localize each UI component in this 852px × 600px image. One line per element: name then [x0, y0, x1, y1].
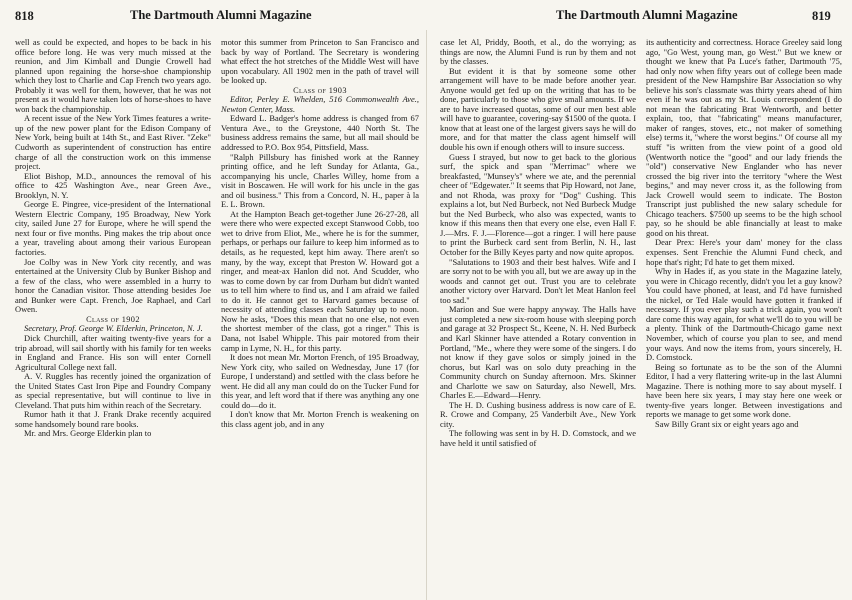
paragraph: motor this summer from Princeton to San Francisco and back by way of Portland. The Secretary is wondering what effect the hot stretches of the Middle West will have upon vocabulary. All 1902 men in the path of travel will be looked up. — [221, 38, 419, 86]
class-heading: Class of 1902 — [86, 314, 140, 324]
paragraph: But evident it is that by someone some other arrangement will have to be made before another year. Anyone would get fed up on the writing that has to be done, particularly to those who give small amounts. If we are to have increased quotas, some of our men best able will have to guarantee, covering-say $1500 of the quota. I know that at least one of the largest givers says he will do more, and for that matter the class agent himself will double his own if enough others will to insure success. — [440, 65, 636, 153]
left-page-header: The Dartmouth Alumni Magazine — [130, 8, 312, 22]
class-secretary-line: Secretary, Prof. George W. Elderkin, Princeton, N. J. — [24, 323, 203, 334]
paragraph: At the Hampton Beach get-together June 26-27-28, all were there who were expected except Stanwood Cobb, too wet to drive from Eliot, Me., where he is for the summer, perhaps, or perhaps our failure to keep him informed as to details, as he requested, kept him away. There aren't so many, by the way, except that Preston W. Howard got a ringer, and meat-ax Hanlon did not. And Scudder, who was to come down by car from Durham but didn't wanted us to tell him where to find us, and I am afraid we failed to do it. He cannot get to Harvard games because of necessity of attending classes each Saturday up to noon. Now he asks, "Does this mean that no one else, not even the shortest member of the class, got a ringer." This is Dana, not Isabel Whipple. This pair motored from their camp in Lyme, N. H., for this party. — [221, 208, 419, 353]
paragraph: The H. D. Cushing business address is now care of E. R. Crowe and Company, 25 Vanderbilt Ave., New York city. — [440, 399, 636, 429]
page-gutter — [426, 30, 427, 600]
paragraph: Being so fortunate as to be the son of the Alumni Editor, I had a very flattering write-up in the last Alumni Magazine. There is nothing more to say about myself. I have been here six years, I may stay here one week or twenty-five years longer. Between investigations and reports we manage to get some work done. — [646, 361, 842, 420]
paragraph: It does not mean Mr. Morton French, of 195 Broadway, New York city, who sailed on Wednesday, June 17 (for Europe, I understand) and settled with the class before he went. He did all any man could do on the Tucker Fund for this year, and left word that if there was anything any one could do—do it. — [221, 352, 419, 410]
paragraph: Eliot Bishop, M.D., announces the removal of his office to 425 Washington Ave., near Green Ave., Brooklyn, N. Y. — [15, 170, 211, 200]
right-page-header: The Dartmouth Alumni Magazine — [556, 8, 738, 22]
left-column-2 — [221, 38, 419, 600]
left-column-1 — [15, 38, 211, 600]
paragraph: Why in Hades if, as you state in the Magazine lately, you were in Chicago recently, didn't you let a guy know? You could have phoned, at least, and I'd have furnished the nickel, or Ted Hale would have gotten it franked if necessary. If you ever play such a trick again, you won't dare come this way again, for what we'll do to you will be a plenty. Think of the Dartmouth-Chicago game next November, which of course you plan to see, and mend your ways. And now the items from, yours sincerely, H. D. Comstock. — [646, 266, 842, 363]
paragraph: "Ralph Pillsbury has finished work at the Ranney printing office, and he left Sunday for Atlanta, Ga., accompanying his uncle, Charles Willey, home from a visit in Boscawen. He will work for his uncle in the gas and oil business." This from a Concord, N. H., paper à la E. L. Brown. — [221, 151, 419, 210]
right-column-2 — [646, 38, 842, 600]
paragraph: Joe Colby was in New York city recently, and was entertained at the University Club by Bunker Bishop and a few of the class, who were assembled in a hurry to honor the Canadian visitor. Those attending besides Joe and Bunker were Capt. French, Joe Raphael, and Carl Owen. — [15, 256, 211, 315]
paragraph: "Salutations to 1903 and their best halves. Wife and I are sorry not to be with you all, but we are away up in the woods and cannot get out. Trust you are to celebrate another victory over Harvard. Don't let Meat Hanlon feel too sad." — [440, 256, 636, 305]
paragraph: A recent issue of the New York Times features a write-up of the new power plant for the Edison Company of New York, being built at 14th St., and East River. "Zeke" Cudworth as superintendent of construction has entire charge of all the construction work on this immense project. — [15, 113, 211, 172]
right-page-number: 819 — [812, 9, 831, 23]
paragraph: Marion and Sue were happy anyway. The Halls have just completed a new six-room house with sleeping porch and garage at 32 Prospect St., Keene, N. H. Ned Burbeck and Karl Skinner have attended a Rotary convention in Portland, "Me., where they were some of the singers. I do not know if they gave solos or simply joined in the chorus, but Karl was on solo duty preaching in the Community church on Sunday afternoon. Mrs. Skinner and Charlotte we saw on Saturday, also Newell, Mrs. Charles E.—Edward—Henry. — [440, 304, 636, 401]
paragraph: Edward L. Badger's home address is changed from 67 Ventura Ave., to the Greystone, 440 North St. The business address remains the same, but all mail should be addressed to P.O. Box 954, Pittsfield, Mass. — [221, 113, 419, 153]
right-column-1 — [440, 38, 636, 600]
paragraph: Dick Churchill, after waiting twenty-five years for a trip abroad, will sail shortly with his family for ten weeks in England and France. His son will enter Cornell Agricultural College next fall. — [15, 332, 211, 372]
paragraph: The following was sent in by H. D. Comstock, and we have held it until satisfied of — [440, 428, 636, 448]
paragraph: well as could be expected, and hopes to be back in his office before long. He was very much missed at the reunion, and Jim Kimball and Dungie Crowell had planned upon regaining the horse-shoe championship which they lost to Charlie and Cap French two years ago. Probably it was well for them, however, that he was not present as it would have taken lots of horse-shoes to have won back the championship. — [15, 38, 211, 114]
paragraph: A. V. Ruggles has recently joined the organization of the United States Cast Iron Pipe and Foundry Company as special representative, but will continue to live in Cleveland. That puts him within reach of the Secretary. — [15, 371, 211, 410]
paragraph: George E. Pingree, vice-president of the International Western Electric Company, 195 Broadway, New York city, sailed June 27 for Europe, where he will spend the next four or five months. Ping makes the trip about once a year, traveling about among their various European factories. — [15, 199, 211, 258]
paragraph: Rumor hath it that J. Frank Drake recently acquired some handsomely bound rare books. — [15, 409, 211, 429]
paragraph: Dear Prex: Here's your dam' money for the class expenses. Sent Frenchie the Alumni Fund check, and hope that's right; I'd hate to get them mixed. — [646, 237, 842, 267]
paragraph: Mr. and Mrs. George Elderkin plan to — [24, 428, 152, 439]
paragraph: I don't know that Mr. Morton French is weakening on this class agent job, and in any — [221, 409, 419, 429]
paragraph: case let Al, Priddy, Booth, et al., do the worrying; as things are now, the Alumni Fund is run by them and not by the classes. — [440, 38, 636, 67]
paragraph: its authenticity and correctness. Horace Greeley said long ago, "Go West, young man, go West." But we knew or thought we knew that Pa Luce's father, Dartmouth '75, had only now when fifty years out of college been made president of the New Hampshire Bar Association so why believe his son's classmate was thirty years ahead of him even if he was out as my St. Louis correspondent (I do not mean the fabricating Brat Wentworth, and better explain, too, that "fabricating" means manufacturer, maker of ranges, stoves, etc., not maker of something else) terms it, "where the worst begins." Of course all my stuff "is written from the view point of a good old (Wentworth notice the "good" and our lady friends the "old") conservative New Englander who has never crossed the big river into the territory "where the West begins," and may never cross it, as the following from Jack Crowell would seem to indicate. The Boston Transcript just published the new salary schedule for Chicago teachers. $7500 up seems to be the high school pay, so he should be able financially at least to make good on his threat. — [646, 38, 842, 238]
left-page-number: 818 — [15, 9, 34, 23]
paragraph: Guess I strayed, but now to get back to the glorious surf, the spick and span "Merrimac" where we breakfasted, "Munsey's" where we ate, and the perennial cheer of "Edgewater." It seems that Pip Howard, not Jane, and not Rhoda, was proxy for "Dog" Cushing. This explains a lot, but Ned Burbeck, not Ned Burbeck Mudge but the Ned Burbeck, who also was expected, wants to know if this means then that every one else, even Hall F. J.—Mrs. F. J.—Florence—got a ringer. I will here pause to print the Burbeck card sent from Berlin, N. H., last October for the Billy Keyes party and now quite apropos. — [440, 151, 636, 258]
paragraph: Saw Billy Grant six or eight years ago and — [655, 418, 799, 429]
class-heading: Class of 1903 — [293, 85, 347, 95]
class-secretary-line: Editor, Perley E. Whelden, 516 Commonwealth Ave., Newton Center, Mass. — [221, 94, 419, 114]
